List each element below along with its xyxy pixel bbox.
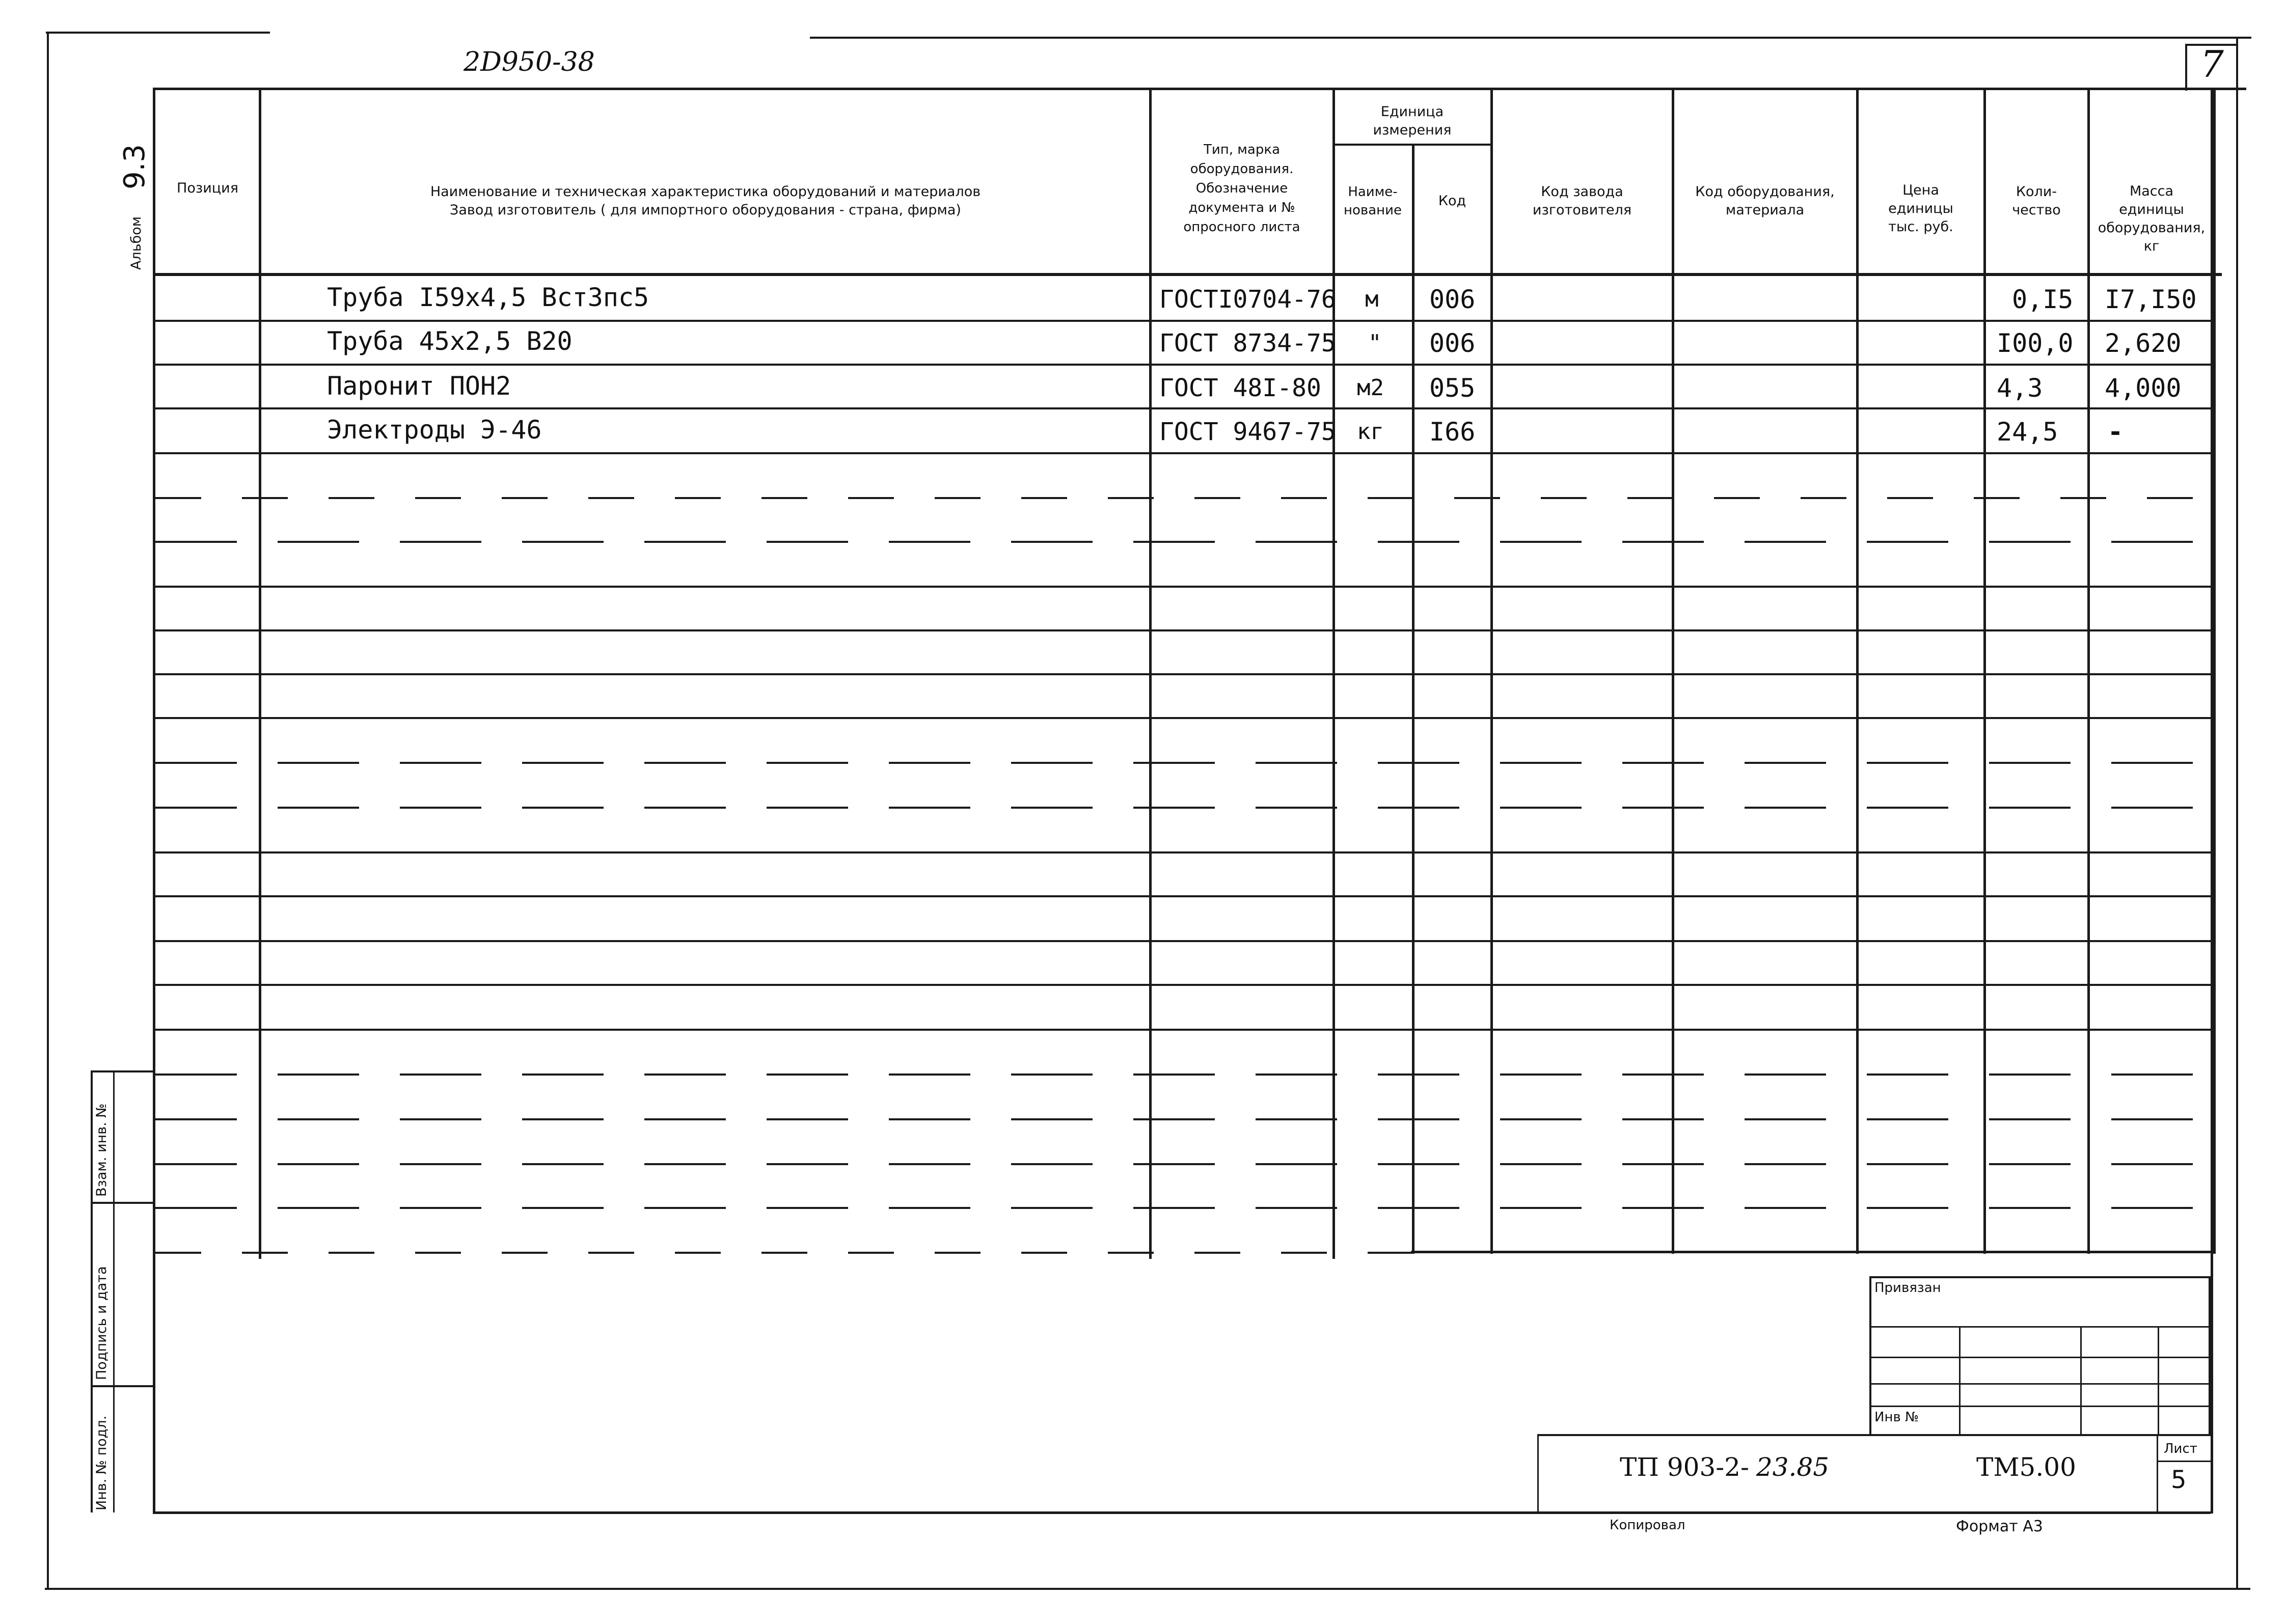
album-number: 9.3 (118, 144, 151, 189)
col-line-7 (1856, 88, 1859, 1254)
binding-box-top (1869, 1276, 2211, 1278)
col-header-type: Тип, марка оборудования. Обозначение документа и № опросного листа (1183, 142, 1300, 235)
empty-row-line (155, 717, 2213, 719)
row-2-bottom (155, 364, 2213, 366)
empty-row-line (155, 541, 2213, 543)
row-1-qty: 0,I5 (2012, 285, 2074, 314)
row-4-bottom (155, 452, 2213, 454)
side-stamp-inner (113, 1070, 115, 1512)
row-1-code: 006 (1429, 285, 1476, 314)
empty-row-line (155, 984, 2213, 986)
col-header-position: Позиция (177, 180, 238, 196)
row-2-name: Труба 45х2,5 В20 (327, 326, 573, 356)
binding-col-2 (2080, 1327, 2082, 1434)
col-header-unit-name: Наиме- нование (1343, 184, 1402, 218)
row-4-mass: - (2108, 417, 2124, 447)
inner-frame-bottom (153, 1511, 2211, 1514)
row-3-unit: м2 (1357, 375, 1384, 401)
inv-no-label: Инв № (1874, 1410, 1919, 1425)
empty-row-line (155, 586, 2213, 588)
empty-row-line (155, 1074, 2213, 1076)
sheet-corner-number: 7 (2200, 43, 2224, 86)
empty-row-line (155, 497, 2213, 499)
col-line-9 (2087, 88, 2090, 1254)
format-label: Формат А3 (1956, 1518, 2043, 1535)
row-4-code: I66 (1429, 417, 1476, 447)
side-stamp-top (91, 1070, 154, 1072)
col-line-4 (1412, 144, 1414, 1254)
row-3-bottom (155, 407, 2213, 409)
outer-frame-top-left (46, 32, 270, 34)
empty-row-line (155, 940, 2213, 942)
col-line-10 (2213, 88, 2216, 1254)
inner-frame-top (154, 88, 2246, 90)
row-4-name: Электроды Э-46 (327, 415, 542, 445)
row-4-qty: 24,5 (1997, 417, 2058, 447)
binding-label: Привязан (1874, 1280, 1941, 1296)
row-3-doc: ГОСТ 48I-80 (1159, 374, 1321, 402)
row-2-mass: 2,620 (2105, 328, 2182, 358)
col-header-name: Наименование и техническая характеристика оборудований и материалов Завод изготовитель ( для импортного оборудования - страна, фирма) (430, 184, 981, 218)
outer-frame-bottom (45, 1588, 2250, 1590)
side-stamp-signature-date: Подпись и дата (94, 1266, 110, 1380)
side-stamp-left (91, 1070, 93, 1512)
empty-row-line (155, 1029, 2213, 1031)
empty-row-line (155, 673, 2213, 675)
col-header-quantity: Коли- чество (2012, 184, 2061, 218)
row-4-doc: ГОСТ 9467-75 (1159, 418, 1336, 446)
col-line-8 (1983, 88, 1986, 1254)
empty-row-line (155, 629, 2213, 631)
row-3-mass: 4,000 (2105, 373, 2182, 403)
header-bottom-line (154, 273, 2222, 276)
col-header-unit-code: Код (1438, 193, 1466, 209)
binding-col-3 (2158, 1327, 2159, 1434)
empty-row-line (155, 762, 2213, 764)
col-line-5 (1490, 88, 1493, 1254)
corner-box-left (2185, 44, 2187, 91)
row-2-unit: " (1368, 330, 1382, 356)
col-header-price: Цена единицы тыс. руб. (1888, 182, 1953, 235)
doc-number-handwritten: 2D950-38 (464, 47, 595, 77)
binding-row-1 (1869, 1326, 2211, 1328)
sheet-box-left (2157, 1434, 2158, 1513)
designation-strip-left (1537, 1434, 1539, 1513)
binding-row-3 (1869, 1383, 2211, 1385)
album-label: Альбом (128, 216, 144, 270)
row-3-name: Паронит ПОН2 (327, 371, 511, 401)
sheet-box-mid (2157, 1461, 2211, 1462)
row-1-name: Труба I59x4,5 ВстЗпс5 (327, 283, 649, 312)
col-header-equipment-code: Код оборудования, материала (1695, 184, 1835, 218)
col-header-unit-group: Единица измерения (1373, 104, 1452, 138)
empty-row-line (155, 851, 2213, 854)
binding-row-2 (1869, 1357, 2211, 1358)
side-stamp-inv-original: Инв. № подл. (94, 1415, 110, 1510)
empty-row-line (155, 1252, 1413, 1254)
copied-label: Копировал (1610, 1518, 1685, 1533)
row-3-qty: 4,3 (1997, 373, 2043, 403)
col-line-6 (1672, 88, 1674, 1254)
table-right-bottom-line (1411, 1251, 2216, 1253)
inner-frame-left (153, 88, 155, 1513)
col-header-factory-code: Код завода изготовителя (1532, 184, 1632, 218)
empty-row-line (155, 895, 2213, 897)
row-1-doc: ГОСТI0704-76 (1159, 285, 1336, 314)
row-2-qty: I00,0 (1997, 328, 2074, 358)
section-code: ТМ5.00 (1976, 1452, 2076, 1482)
binding-box-left (1869, 1276, 1871, 1435)
row-1-unit: м (1365, 286, 1379, 312)
side-stamp-div-2 (91, 1385, 154, 1387)
project-code-handwritten: 23.85 (1756, 1452, 1830, 1482)
col-header-mass: Масса единицы оборудования, кг (2098, 183, 2206, 254)
project-code-printed: ТП 903-2- (1620, 1452, 1749, 1482)
side-stamp-replaces-inv: Взам. инв. № (94, 1103, 110, 1197)
row-3-code: 055 (1429, 373, 1476, 403)
binding-box-right (2209, 1276, 2211, 1434)
binding-col-1 (1959, 1327, 1961, 1434)
row-1-bottom (155, 320, 2213, 322)
outer-frame-top-right (810, 37, 2251, 39)
outer-frame-right (2236, 38, 2238, 1589)
row-2-code: 006 (1429, 328, 1476, 358)
empty-row-line (155, 1118, 2213, 1120)
row-1-mass: I7,I50 (2105, 285, 2197, 314)
sheet-number: 5 (2171, 1466, 2187, 1494)
empty-row-line (155, 1207, 2213, 1209)
project-code (1620, 1452, 1829, 1482)
row-2-doc: ГОСТ 8734-75 (1159, 329, 1336, 357)
sheet-label: Лист (2164, 1441, 2197, 1456)
unit-subheader-line (1332, 144, 1490, 146)
designation-strip-top (1538, 1434, 2211, 1436)
outer-frame-left (47, 32, 49, 1590)
side-stamp-div-1 (91, 1202, 154, 1204)
binding-row-4 (1869, 1406, 2211, 1407)
empty-row-line (155, 807, 2213, 809)
row-4-unit: кг (1357, 419, 1384, 445)
empty-row-line (155, 1163, 2213, 1165)
